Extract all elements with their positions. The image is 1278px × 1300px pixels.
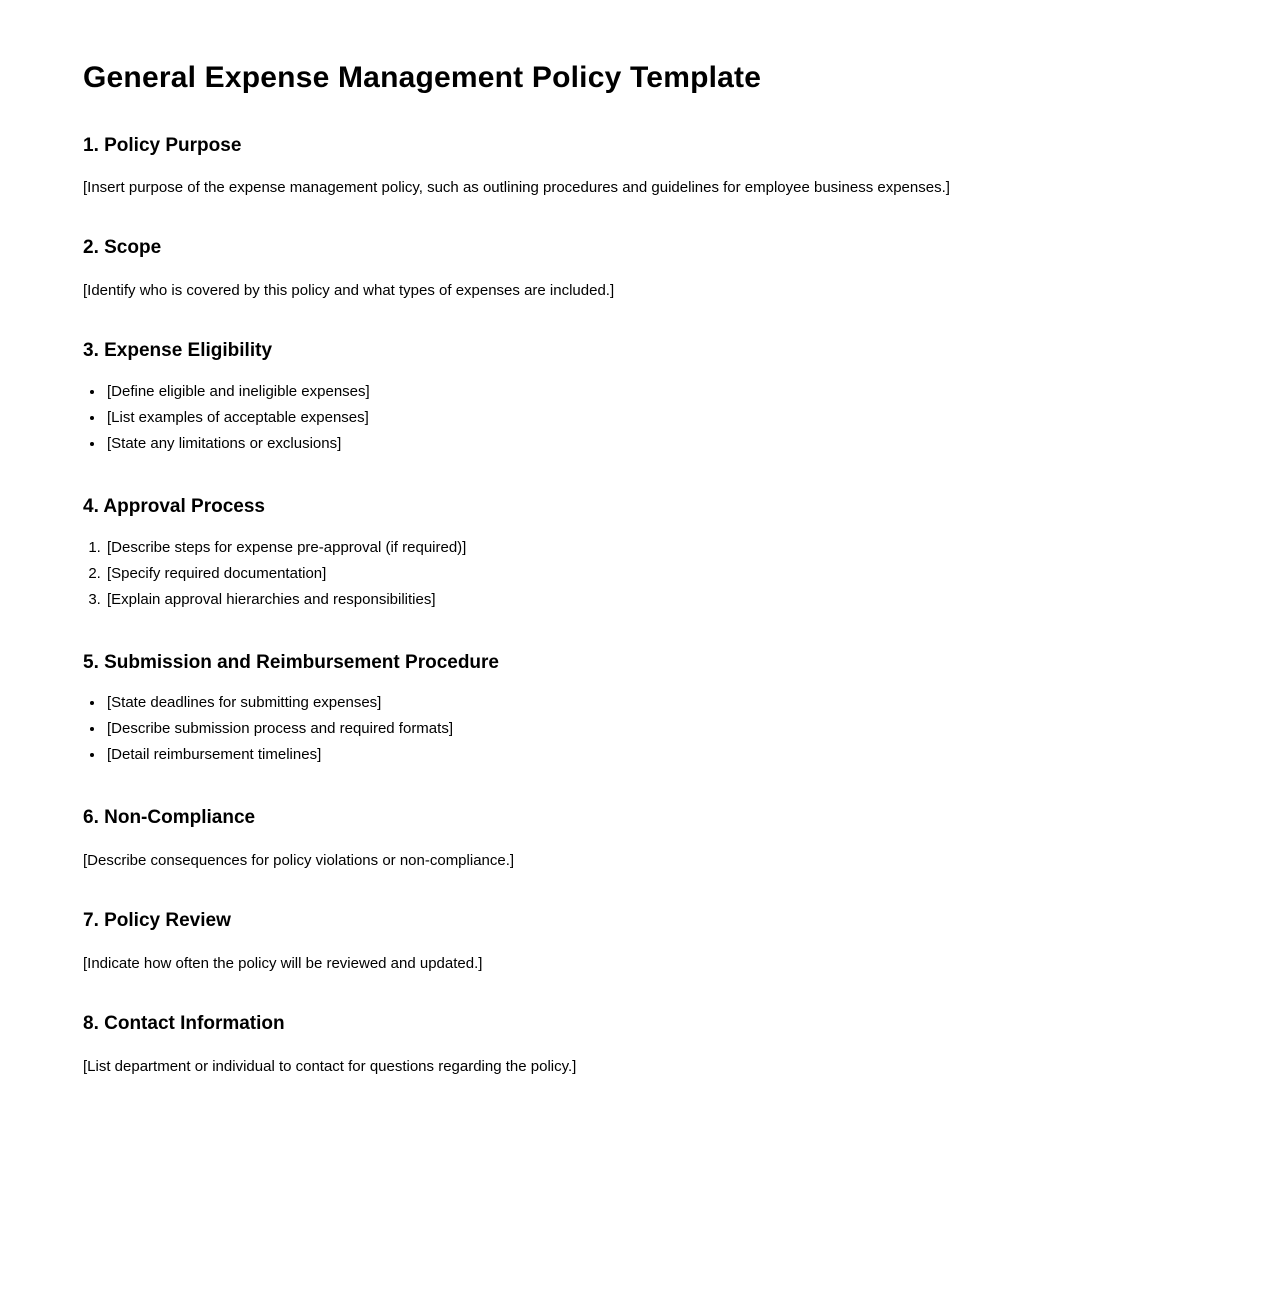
list-item: • [List examples of acceptable expenses] (105, 405, 1195, 431)
list-item: • [State deadlines for submitting expenses] (105, 690, 1195, 716)
list-item: 2. [Specify required documentation] (105, 561, 1195, 587)
list-item: 1. [Describe steps for expense pre-approval (if required)] (105, 535, 1195, 561)
section-scope (83, 237, 1195, 301)
section-paragraph: [Identify who is covered by this policy and what types of expenses are included.] (83, 282, 615, 300)
list-item: • [Detail reimbursement timelines] (105, 742, 1195, 768)
section-heading: 5. Submission and Reimbursement Procedure (83, 651, 499, 673)
section-heading: 6. Non-Compliance (83, 807, 256, 829)
section-paragraph: [Insert purpose of the expense management policy, such as outlining procedures and guidelines for employee business expenses.] (83, 179, 950, 197)
list-item: • [Define eligible and ineligible expenses] (105, 379, 1195, 405)
section-paragraph: [Indicate how often the policy will be reviewed and updated.] (83, 955, 483, 973)
section-heading: 3. Expense Eligibility (83, 340, 273, 362)
section-paragraph: [List department or individual to contact for questions regarding the policy.] (83, 1057, 577, 1075)
section-heading: 4. Approval Process (83, 495, 265, 517)
bulleted-list (83, 690, 1195, 768)
section-submission-reimbursement (83, 652, 1195, 769)
section-approval-process (83, 496, 1195, 613)
document-title: General Expense Management Policy Template (83, 61, 762, 94)
section-paragraph: [Describe consequences for policy violations or non-compliance.] (83, 852, 515, 870)
section-heading: 2. Scope (83, 237, 162, 259)
numbered-list (83, 535, 1195, 613)
section-policy-review (83, 910, 1195, 974)
list-item: 3. [Explain approval hierarchies and responsibilities] (105, 587, 1195, 613)
bulleted-list (83, 379, 1195, 457)
section-expense-eligibility (83, 340, 1195, 457)
section-policy-purpose (83, 135, 1195, 199)
list-item: • [State any limitations or exclusions] (105, 431, 1195, 457)
section-non-compliance (83, 807, 1195, 871)
section-heading: 1. Policy Purpose (83, 134, 242, 156)
section-contact-information (83, 1013, 1195, 1077)
list-item: • [Describe submission process and required formats] (105, 716, 1195, 742)
section-heading: 8. Contact Information (83, 1013, 285, 1035)
section-heading: 7. Policy Review (83, 910, 231, 932)
